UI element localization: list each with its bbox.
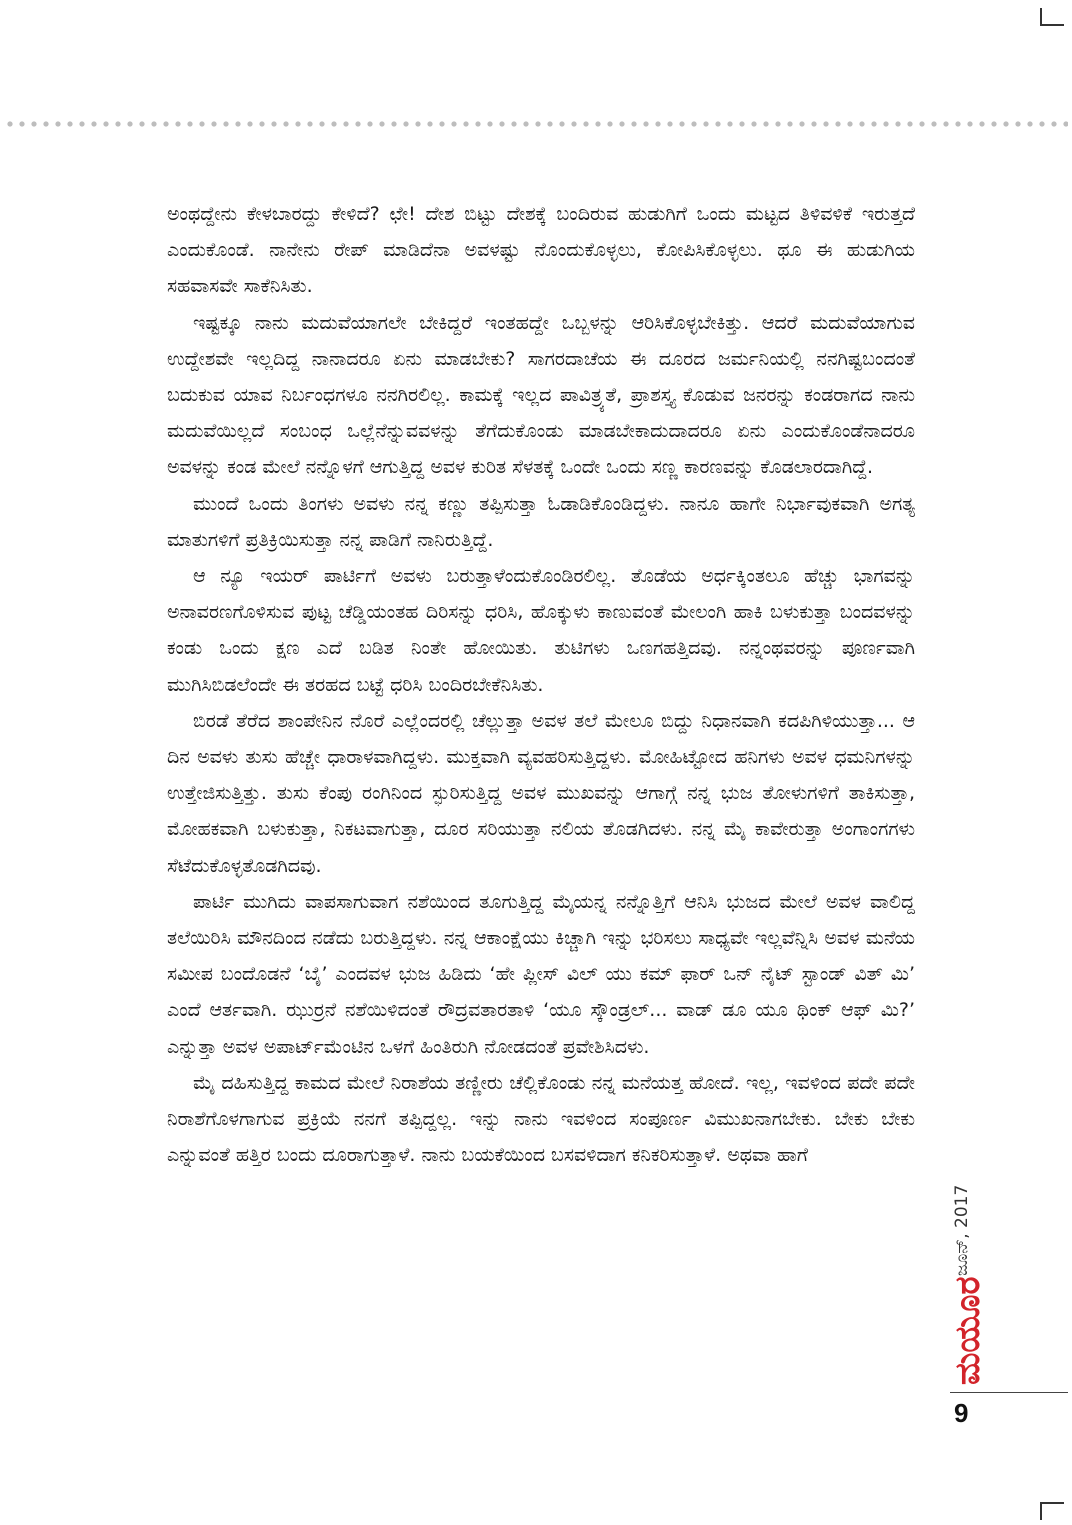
paragraph-4: ಆ ನ್ಯೂ ಇಯರ್ ಪಾರ್ಟಿಗೆ ಅವಳು ಬರುತ್ತಾಳೆಂದುಕೊಂಡಿರಲಿಲ್ಲ. ತೊಡೆಯ ಅರ್ಧಕ್ಕಿಂತಲೂ ಹೆಚ್ಚು ಭಾಗವನ್ನು ಅನಾವರಣಗೊಳಿಸುವ ಪುಟ್ಟ ಚೆಡ್ಡಿಯಂತಹ ದಿರಿಸನ್ನು ಧರಿಸಿ, ಹೊಕ್ಕುಳು ಕಾಣುವಂತೆ ಮೇಲಂಗಿ ಹಾಕಿ ಬಳುಕುತ್ತಾ ಬಂದವಳನ್ನು ಕಂಡು ಒಂದು ಕ್ಷಣ ಎದೆ ಬಡಿತ ನಿಂತೇ ಹೋಯಿತು. ತುಟಿಗಳು ಒಣಗಹತ್ತಿದವು. ನನ್ನಂಥವರನ್ನು ಪೂರ್ಣವಾಗಿ ಮುಗಿಸಿಬಿಡಲೆಂದೇ ಈ ತರಹದ ಬಟ್ಟೆ ಧರಿಸಿ ಬಂದಿರಬೇಕೆನಿಸಿತು.: [167, 565, 915, 696]
crop-mark-bottom: [1040, 1502, 1064, 1520]
paragraph-2: ಇಷ್ಟಕ್ಕೂ ನಾನು ಮದುವೆಯಾಗಲೇ ಬೇಕಿದ್ದರೆ ಇಂತಹದ್ದೇ ಒಬ್ಬಳನ್ನು ಆರಿಸಿಕೊಳ್ಳಬೇಕಿತ್ತು. ಆದರೆ ಮದುವೆಯಾಗುವ ಉದ್ದೇಶವೇ ಇಲ್ಲದಿದ್ದ ನಾನಾದರೂ ಏನು ಮಾಡಬೇಕು? ಸಾಗರದಾಚೆಯ ಈ ದೂರದ ಜರ್ಮನಿಯಲ್ಲಿ ನನಗಿಷ್ಟಬಂದಂತೆ ಬದುಕುವ ಯಾವ ನಿರ್ಬಂಧಗಳೂ ನನಗಿರಲಿಲ್ಲ. ಕಾಮಕ್ಕೆ ಇಲ್ಲದ ಪಾವಿತ್ರ್ಯತೆ, ಪ್ರಾಶಸ್ತ್ಯ ಕೊಡುವ ಜನರನ್ನು ಕಂಡರಾಗದ ನಾನು ಮದುವೆಯಿಲ್ಲದೆ ಸಂಬಂಧ ಒಲ್ಲೆನೆನ್ನುವವಳನ್ನು ತೆಗೆದುಕೊಂಡು ಮಾಡಬೇಕಾದುದಾದರೂ ಏನು ಎಂದುಕೊಂಡೆನಾದರೂ ಅವಳನ್ನು ಕಂಡ ಮೇಲೆ ನನ್ನೊಳಗೆ ಆಗುತ್ತಿದ್ದ ಅವಳ ಕುರಿತ ಸೆಳತಕ್ಕೆ ಒಂದೇ ಒಂದು ಸಣ್ಣ ಕಾರಣವನ್ನು ಕೊಡಲಾರದಾಗಿದ್ದೆ.: [167, 311, 915, 479]
issue-date: ಜೂನ್, 2017: [952, 1184, 972, 1276]
page-number: 9: [954, 1398, 969, 1428]
crop-mark-top: [1040, 8, 1064, 26]
article-body: [167, 196, 915, 1173]
paragraph-3: ಮುಂದೆ ಒಂದು ತಿಂಗಳು ಅವಳು ನನ್ನ ಕಣ್ಣು ತಪ್ಪಿಸುತ್ತಾ ಓಡಾಡಿಕೊಂಡಿದ್ದಳು. ನಾನೂ ಹಾಗೇ ನಿರ್ಭಾವುಕವಾಗಿ ಅಗತ್ಯ ಮಾತುಗಳಿಗೆ ಪ್ರತಿಕ್ರಿಯಿಸುತ್ತಾ ನನ್ನ ಪಾಡಿಗೆ ನಾನಿರುತ್ತಿದ್ದೆ.: [167, 492, 915, 551]
dotted-header-rule: [4, 119, 1068, 129]
paragraph-1: ಅಂಥದ್ದೇನು ಕೇಳಬಾರದ್ದು ಕೇಳಿದೆ? ಛೇ! ದೇಶ ಬಿಟ್ಟು ದೇಶಕ್ಕೆ ಬಂದಿರುವ ಹುಡುಗಿಗೆ ಒಂದು ಮಟ್ಟದ ತಿಳಿವಳಿಕೆ ಇರುತ್ತದೆ ಎಂದುಕೊಂಡೆ. ನಾನೇನು ರೇಪ್ ಮಾಡಿದೆನಾ ಅವಳಷ್ಟು ನೊಂದುಕೊಳ್ಳಲು, ಕೋಪಿಸಿಕೊಳ್ಳಲು. ಥೂ ಈ ಹುಡುಗಿಯ ಸಹವಾಸವೇ ಸಾಕೆನಿಸಿತು.: [167, 203, 915, 298]
magazine-logo: ಮಯೂರ: [948, 1276, 988, 1385]
paragraph-7: ಮೈ ದಹಿಸುತ್ತಿದ್ದ ಕಾಮದ ಮೇಲೆ ನಿರಾಶೆಯ ತಣ್ಣೀರು ಚೆಲ್ಲಿಕೊಂಡು ನನ್ನ ಮನೆಯತ್ತ ಹೋದೆ. ಇಲ್ಲ, ಇವಳಿಂದ ಪದೇ ಪದೇ ನಿರಾಶೆಗೊಳಗಾಗುವ ಪ್ರಕ್ರಿಯೆ ನನಗೆ ತಪ್ಪಿದ್ದಲ್ಲ. ಇನ್ನು ನಾನು ಇವಳಿಂದ ಸಂಪೂರ್ಣ ವಿಮುಖನಾಗಬೇಕು. ಬೇಕು ಬೇಕು ಎನ್ನುವಂತೆ ಹತ್ತಿರ ಬಂದು ದೂರಾಗುತ್ತಾಳೆ. ನಾನು ಬಯಕೆಯಿಂದ ಬಸವಳಿದಾಗ ಕನಿಕರಿಸುತ್ತಾಳೆ. ಅಥವಾ ಹಾಗೆ: [167, 1071, 915, 1167]
paragraph-5: ಬಿರಡೆ ತೆರೆದ ಶಾಂಪೇನಿನ ನೊರೆ ಎಲ್ಲೆಂದರಲ್ಲಿ ಚೆಲ್ಲುತ್ತಾ ಅವಳ ತಲೆ ಮೇಲೂ ಬಿದ್ದು ನಿಧಾನವಾಗಿ ಕದಪಿಗಿಳಿಯುತ್ತಾ... ಆ ದಿನ ಅವಳು ತುಸು ಹೆಚ್ಚೇ ಧಾರಾಳವಾಗಿದ್ದಳು. ಮುಕ್ತವಾಗಿ ವ್ಯವಹರಿಸುತ್ತಿದ್ದಳು. ಮೋಹಿಟ್ಟೋದ ಹನಿಗಳು ಅವಳ ಧಮನಿಗಳನ್ನು ಉತ್ತೇಜಿಸುತ್ತಿತ್ತು. ತುಸು ಕೆಂಪು ರಂಗಿನಿಂದ ಸ್ಫುರಿಸುತ್ತಿದ್ದ ಅವಳ ಮುಖವನ್ನು ಆಗಾಗ್ಗೆ ನನ್ನ ಭುಜ ತೋಳುಗಳಿಗೆ ತಾಕಿಸುತ್ತಾ, ಮೋಹಕವಾಗಿ ಬಳುಕುತ್ತಾ, ನಿಕಟವಾಗುತ್ತಾ, ದೂರ ಸರಿಯುತ್ತಾ ನಲಿಯ ತೊಡಗಿದಳು. ನನ್ನ ಮೈ ಕಾವೇರುತ್ತಾ ಅಂಗಾಂಗಗಳು ಸೆಟೆದುಕೊಳ್ಳತೊಡಗಿದವು.: [167, 709, 915, 877]
footer-rule: [950, 1392, 1068, 1393]
paragraph-6: ಪಾರ್ಟಿ ಮುಗಿದು ವಾಪಸಾಗುವಾಗ ನಶೆಯಿಂದ ತೂಗುತ್ತಿದ್ದ ಮೈಯನ್ನ ನನ್ನೊತ್ತಿಗೆ ಆನಿಸಿ ಭುಜದ ಮೇಲೆ ಅವಳ ವಾಲಿದ್ದ ತಲೆಯಿರಿಸಿ ಮೌನದಿಂದ ನಡೆದು ಬರುತ್ತಿದ್ದಳು. ನನ್ನ ಆಕಾಂಕ್ಷೆಯು ಕಿಚ್ಚಾಗಿ ಇನ್ನು ಭರಿಸಲು ಸಾಧ್ಯವೇ ಇಲ್ಲವೆನ್ನಿಸಿ ಅವಳ ಮನೆಯ ಸಮೀಪ ಬಂದೊಡನೆ ‘ಬೈ’ ಎಂದವಳ ಭುಜ ಹಿಡಿದು ‘ಹೇ ಪ್ಲೀಸ್ ವಿಲ್ ಯು ಕಮ್ ಫಾರ್ ಒನ್ ನೈಟ್ ಸ್ಟಾಂಡ್ ವಿತ್ ಮಿ’ ಎಂದೆ ಆರ್ತವಾಗಿ. ಝುರ್ರನೆ ನಶೆಯಿಳಿದಂತೆ ರೌದ್ರವತಾರತಾಳಿ ‘ಯೂ ಸ್ಕೌಂಡ್ರಲ್... ವಾಡ್ ಡೂ ಯೂ ಥಿಂಕ್ ಆಫ್ ಮಿ?’ ಎನ್ನುತ್ತಾ ಅವಳ ಅಪಾರ್ಟ್‌ಮೆಂಟಿನ ಒಳಗೆ ಹಿಂತಿರುಗಿ ನೋಡದಂತೆ ಪ್ರವೇಶಿಸಿದಳು.: [167, 890, 915, 1058]
